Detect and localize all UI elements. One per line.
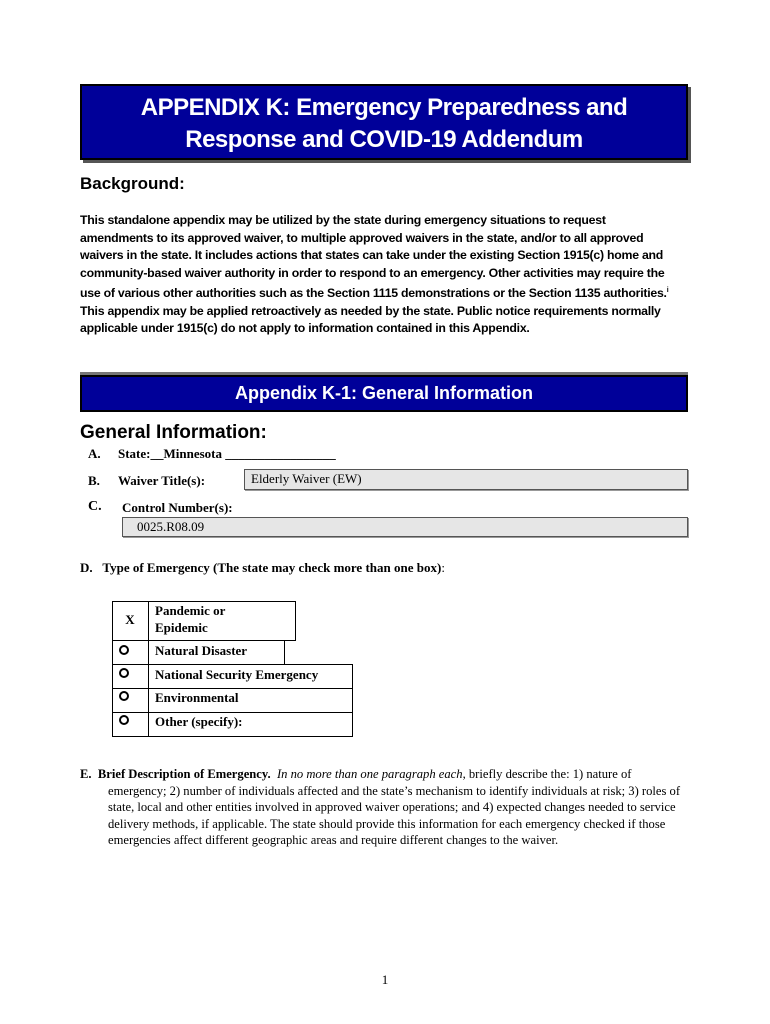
option-label-natural-disaster: Natural Disaster: [155, 643, 248, 658]
radio-circle-icon: [119, 691, 129, 701]
background-paragraph: [80, 212, 680, 338]
brief-description-text: [80, 766, 690, 849]
title-line-2: Response and COVID-19 Addendum: [185, 126, 583, 153]
general-info-heading: General Information:: [80, 422, 267, 443]
state-field: State:__Minnesota _________________: [118, 446, 336, 461]
option-label-environmental: Environmental: [155, 690, 239, 705]
checkbox-natural-disaster[interactable]: [112, 640, 149, 665]
radio-circle-icon: [119, 668, 129, 678]
radio-circle-icon: [119, 645, 129, 655]
option-label-pandemic-line2: Epidemic: [155, 620, 208, 635]
checkbox-other[interactable]: [112, 712, 149, 737]
brief-description-lead: Brief Description of Emergency.: [97, 767, 271, 781]
background-text-part2: This appendix may be applied retroactively as needed by the state. Public notice requirements normally applicable under 1915(c) do not apply to information contained in this Appendix.: [80, 303, 661, 336]
section-banner-k1: Appendix K-1: General Information: [80, 375, 688, 412]
appendix-title-banner: [80, 84, 688, 160]
brief-description-paragraph: [80, 766, 690, 849]
item-e-letter: E.: [80, 767, 92, 781]
item-c-letter: C.: [88, 499, 102, 514]
item-b-letter: B.: [88, 473, 100, 488]
checkbox-national-security[interactable]: [112, 664, 149, 689]
page-number: 1: [381, 972, 389, 987]
background-heading: Background:: [80, 174, 185, 193]
checkbox-environmental[interactable]: [112, 688, 149, 713]
control-number-label: Control Number(s):: [122, 500, 233, 515]
title-line-1: APPENDIX K: Emergency Preparedness and: [140, 94, 628, 121]
brief-description-rest: , briefly describe the: 1) nature of emergency; 2) number of individuals affected and the state’s mechanism to identify individuals at risk; 3) roles of state, local and other entities involved in approved waiver operations; and 4) expected changes needed to service delivery methods, if applicable. The state should provide this information for each emergency checked if those emergencies affect different geographic areas and require different changes to the waiver.: [108, 767, 681, 848]
type-of-emergency-prompt: [80, 560, 445, 576]
type-of-emergency-colon: :: [441, 560, 445, 575]
item-a-letter: A.: [88, 446, 101, 461]
footnote-marker[interactable]: i: [666, 287, 669, 294]
radio-circle-icon: [119, 715, 129, 725]
option-label-pandemic-line1: Pandemic or: [155, 603, 226, 618]
item-d-letter: D.: [80, 560, 93, 575]
background-text-part1: This standalone appendix may be utilized by the state during emergency situations to request amendments to its approved waiver, to multiple approved waivers in the state, and/or to all approved waivers in the state. It includes actions that states can take under the existing Section 1915(c) home and community-based waiver authority in order to respond to an emergency. Other activities may require the use of various other authorities such as the Section 1115 demonstrations or the Section 1135 authorities.: [80, 213, 667, 301]
option-label-other: Other (specify):: [155, 714, 243, 729]
waiver-title-label: Waiver Title(s):: [118, 473, 206, 488]
option-label-national-security: National Security Emergency: [155, 667, 319, 682]
brief-description-italic: In no more than one paragraph each: [276, 767, 463, 781]
check-mark: X: [125, 612, 135, 627]
waiver-title-field[interactable]: Elderly Waiver (EW): [244, 469, 688, 490]
type-of-emergency-label: Type of Emergency (The state may check more than one box): [102, 560, 442, 575]
control-number-field[interactable]: 0025.R08.09: [122, 517, 688, 537]
